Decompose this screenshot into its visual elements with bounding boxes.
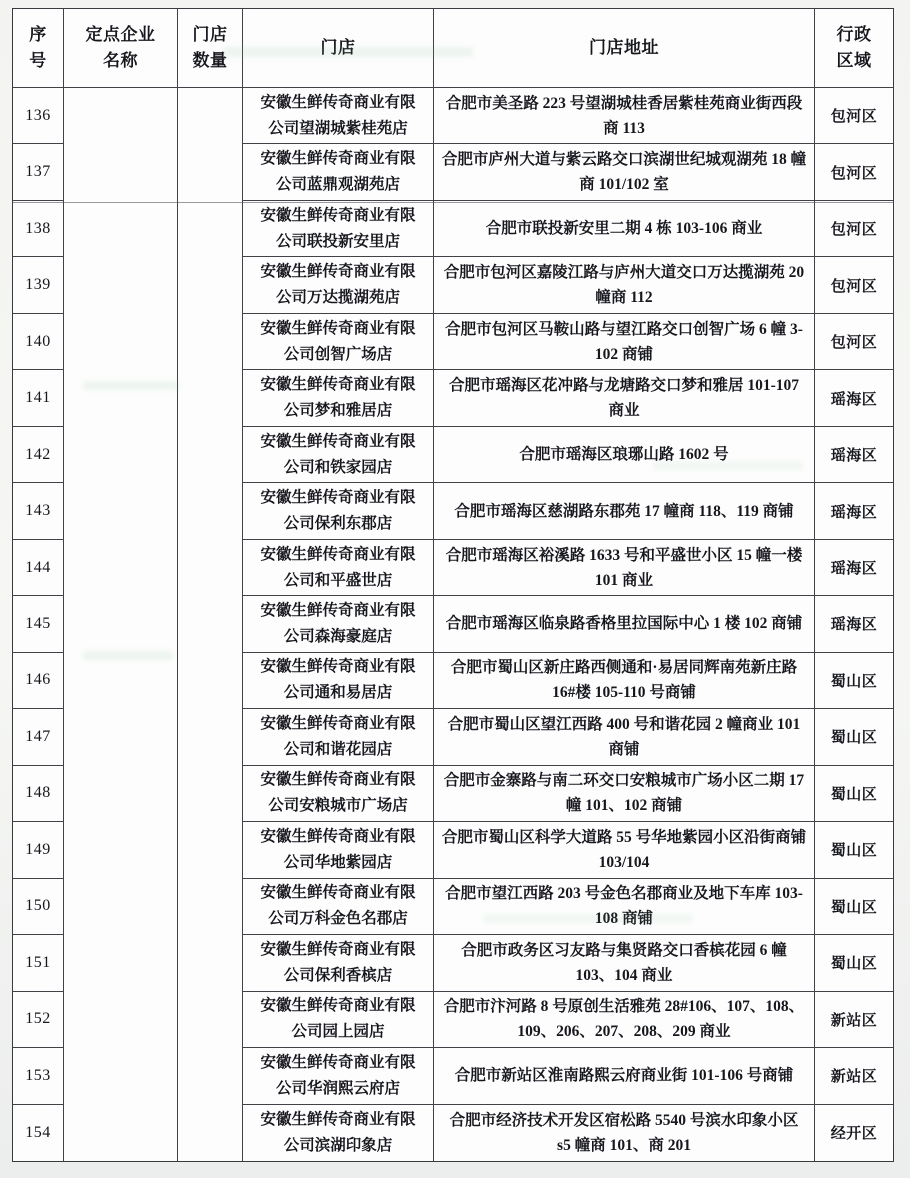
store-name-cell — [243, 370, 434, 426]
store-name-cell — [243, 766, 434, 822]
header-store-label: 门店 — [320, 38, 356, 57]
store-name-cell — [243, 201, 434, 257]
store-name-cell — [243, 314, 434, 370]
header-store — [243, 9, 434, 88]
row-index: 141 — [25, 389, 51, 407]
row-index: 142 — [25, 445, 51, 463]
header-company — [64, 9, 178, 88]
store-name: 安徽生鲜传奇商业有限公司联投新安里店 — [260, 206, 416, 250]
region: 包河区 — [830, 109, 878, 126]
region-cell — [815, 483, 893, 539]
store-address-cell — [434, 935, 815, 991]
region: 新站区 — [830, 1069, 878, 1086]
store-name-cell — [243, 1105, 434, 1161]
region: 蜀山区 — [830, 730, 878, 747]
region: 包河区 — [830, 165, 878, 182]
row-index-cell — [13, 201, 64, 257]
region-cell — [815, 314, 893, 370]
region-cell — [815, 1105, 893, 1161]
store-name: 安徽生鲜传奇商业有限公司华地紫园店 — [260, 827, 416, 871]
store-name-cell — [243, 879, 434, 935]
store-address: 合肥市金寨路与南二环交口安粮城市广场小区二期 17 幢 101、102 商铺 — [443, 772, 805, 815]
row-index: 146 — [25, 671, 51, 689]
region-cell — [815, 370, 893, 426]
store-address: 合肥市汴河路 8 号原创生活雅苑 28#106、107、108、109、206、207、208、209 商业 — [443, 998, 805, 1041]
row-index-cell — [13, 88, 64, 144]
store-name-cell — [243, 540, 434, 596]
store-address: 合肥市联投新安里二期 4 栋 103-106 商业 — [485, 220, 763, 238]
row-index-cell — [13, 596, 64, 652]
store-name: 安徽生鲜传奇商业有限公司望湖城紫桂苑店 — [260, 93, 416, 137]
region-cell — [815, 935, 893, 991]
store-name-cell — [243, 257, 434, 313]
row-index: 150 — [25, 897, 51, 915]
row-index-cell — [13, 653, 64, 709]
row-index: 149 — [25, 840, 51, 858]
row-index: 151 — [25, 953, 51, 971]
row-index-cell — [13, 822, 64, 878]
store-address: 合肥市美圣路 223 号望湖城桂香居紫桂苑商业街西段商 113 — [445, 94, 803, 137]
region-cell — [815, 201, 893, 257]
region: 瑶海区 — [830, 504, 878, 521]
store-address-cell — [434, 483, 815, 539]
store-name-cell — [243, 709, 434, 765]
region-cell — [815, 992, 893, 1048]
store-address: 合肥市政务区习友路与集贤路交口香槟花园 6 幢 103、104 商业 — [461, 941, 787, 984]
header-index — [13, 9, 64, 88]
region: 蜀山区 — [830, 673, 878, 690]
header-region — [815, 9, 893, 88]
region-cell — [815, 766, 893, 822]
store-name: 安徽生鲜传奇商业有限公司园上园店 — [260, 997, 416, 1041]
store-name: 安徽生鲜传奇商业有限公司通和易居店 — [260, 658, 416, 702]
store-address: 合肥市瑶海区临泉路香格里拉国际中心 1 楼 102 商铺 — [445, 615, 803, 633]
store-name-cell — [243, 1048, 434, 1104]
store-address-cell — [434, 879, 815, 935]
store-name: 安徽生鲜传奇商业有限公司和谐花园店 — [260, 714, 416, 758]
store-address: 合肥市蜀山区新庄路西侧通和·易居同辉南苑新庄路 16#楼 105-110 号商铺 — [450, 659, 798, 702]
store-name: 安徽生鲜传奇商业有限公司森海豪庭店 — [260, 601, 416, 645]
store-name: 安徽生鲜传奇商业有限公司华润熙云府店 — [260, 1053, 416, 1097]
row-index: 153 — [25, 1066, 51, 1084]
row-index-cell — [13, 427, 64, 483]
row-index-cell — [13, 935, 64, 991]
row-index-cell — [13, 370, 64, 426]
region-cell — [815, 88, 893, 144]
store-address-cell — [434, 144, 815, 200]
row-index: 137 — [25, 163, 51, 181]
store-address-cell — [434, 370, 815, 426]
scanned-document-page — [12, 8, 894, 1162]
store-name: 安徽生鲜传奇商业有限公司安粮城市广场店 — [260, 771, 416, 815]
store-address: 合肥市新站区淮南路熙云府商业街 101-106 号商铺 — [454, 1067, 794, 1085]
header-company-label: 定点企业名称 — [85, 25, 156, 70]
header-store-count — [178, 9, 243, 88]
store-name-cell — [243, 144, 434, 200]
store-address: 合肥市瑶海区花冲路与龙塘路交口梦和雅居 101-107 商业 — [448, 377, 800, 420]
row-index: 148 — [25, 784, 51, 802]
store-address: 合肥市蜀山区望江西路 400 号和谐花园 2 幢商业 101 商铺 — [447, 715, 801, 758]
row-index-cell — [13, 1048, 64, 1104]
store-name-cell — [243, 483, 434, 539]
row-index: 152 — [25, 1010, 51, 1028]
row-index-cell — [13, 879, 64, 935]
store-address-cell — [434, 709, 815, 765]
store-address: 合肥市包河区马鞍山路与望江路交口创智广场 6 幢 3-102 商铺 — [445, 320, 803, 363]
row-index: 147 — [25, 727, 51, 745]
store-name: 安徽生鲜传奇商业有限公司万科金色名郡店 — [260, 884, 416, 928]
store-name: 安徽生鲜传奇商业有限公司万达揽湖苑店 — [260, 263, 416, 307]
region: 新站区 — [830, 1012, 878, 1029]
region: 包河区 — [830, 335, 878, 352]
store-address: 合肥市瑶海区裕溪路 1633 号和平盛世小区 15 幢一楼 101 商业 — [445, 546, 803, 589]
region-cell — [815, 709, 893, 765]
store-address-cell — [434, 992, 815, 1048]
row-index: 140 — [25, 332, 51, 350]
header-address — [434, 9, 815, 88]
region-cell — [815, 257, 893, 313]
store-name-cell — [243, 596, 434, 652]
region-cell — [815, 653, 893, 709]
row-index-cell — [13, 257, 64, 313]
header-region-label: 行政区域 — [836, 25, 872, 70]
store-address-cell — [434, 1048, 815, 1104]
store-address-cell — [434, 427, 815, 483]
region-cell — [815, 822, 893, 878]
store-address-cell — [434, 1105, 815, 1161]
store-name: 安徽生鲜传奇商业有限公司创智广场店 — [260, 319, 416, 363]
store-name-cell — [243, 427, 434, 483]
row-index-cell — [13, 144, 64, 200]
store-name: 安徽生鲜传奇商业有限公司和平盛世店 — [260, 545, 416, 589]
store-address-cell — [434, 653, 815, 709]
header-store-count-label: 门店数量 — [192, 25, 228, 70]
store-name: 安徽生鲜传奇商业有限公司滨湖印象店 — [260, 1110, 416, 1154]
store-name: 安徽生鲜传奇商业有限公司梦和雅居店 — [260, 376, 416, 420]
store-address: 合肥市经济技术开发区宿松路 5540 号滨水印象小区 s5 幢商 101、商 201 — [449, 1111, 799, 1154]
store-name: 安徽生鲜传奇商业有限公司和铁家园店 — [260, 432, 416, 476]
region: 蜀山区 — [830, 786, 878, 803]
row-index-cell — [13, 709, 64, 765]
store-name: 安徽生鲜传奇商业有限公司蓝鼎观湖苑店 — [260, 150, 416, 194]
row-index: 139 — [25, 276, 51, 294]
region: 包河区 — [830, 222, 878, 239]
row-index: 136 — [25, 106, 51, 124]
region: 瑶海区 — [830, 448, 878, 465]
region: 经开区 — [830, 1126, 878, 1143]
store-name-cell — [243, 822, 434, 878]
region-cell — [815, 144, 893, 200]
row-index: 154 — [25, 1123, 51, 1141]
row-index-cell — [13, 483, 64, 539]
store-address-cell — [434, 822, 815, 878]
store-address-cell — [434, 88, 815, 144]
header-address-label: 门店地址 — [589, 38, 659, 57]
row-index-cell — [13, 540, 64, 596]
store-address-cell — [434, 766, 815, 822]
store-name: 安徽生鲜传奇商业有限公司保利东郡店 — [260, 489, 416, 533]
store-name-cell — [243, 935, 434, 991]
store-count-merged-cell — [178, 88, 243, 1161]
row-index: 144 — [25, 558, 51, 576]
store-address: 合肥市瑶海区琅琊山路 1602 号 — [519, 446, 729, 464]
region: 瑶海区 — [830, 617, 878, 634]
store-name-cell — [243, 88, 434, 144]
region-cell — [815, 596, 893, 652]
row-index-cell — [13, 314, 64, 370]
region: 蜀山区 — [830, 843, 878, 860]
region: 瑶海区 — [830, 561, 878, 578]
region: 蜀山区 — [830, 899, 878, 916]
store-address-cell — [434, 540, 815, 596]
header-index-label: 序号 — [29, 25, 47, 70]
store-address-cell — [434, 201, 815, 257]
region-cell — [815, 879, 893, 935]
store-address-cell — [434, 257, 815, 313]
row-index-cell — [13, 992, 64, 1048]
region: 蜀山区 — [830, 956, 878, 973]
region-cell — [815, 427, 893, 483]
region: 瑶海区 — [830, 391, 878, 408]
store-address: 合肥市包河区嘉陵江路与庐州大道交口万达揽湖苑 20 幢商 112 — [443, 264, 805, 307]
company-name-merged-cell — [64, 88, 178, 1161]
row-index-cell — [13, 1105, 64, 1161]
region-cell — [815, 1048, 893, 1104]
store-name-cell — [243, 992, 434, 1048]
region: 包河区 — [830, 278, 878, 295]
region-cell — [815, 540, 893, 596]
store-address: 合肥市庐州大道与紫云路交口滨湖世纪城观湖苑 18 幢商 101/102 室 — [441, 151, 807, 194]
store-address: 合肥市瑶海区慈湖路东郡苑 17 幢商 118、119 商铺 — [454, 502, 794, 520]
store-name-cell — [243, 653, 434, 709]
store-address-cell — [434, 596, 815, 652]
store-address-cell — [434, 314, 815, 370]
row-index: 143 — [25, 502, 51, 520]
store-address: 合肥市蜀山区科学大道路 55 号华地紫园小区沿街商铺 103/104 — [441, 828, 807, 871]
row-index: 145 — [25, 614, 51, 632]
store-name: 安徽生鲜传奇商业有限公司保利香槟店 — [260, 940, 416, 984]
designated-store-table — [13, 9, 893, 1161]
store-address: 合肥市望江西路 203 号金色名郡商业及地下车库 103-108 商铺 — [445, 885, 803, 928]
row-index: 138 — [25, 219, 51, 237]
row-index-cell — [13, 766, 64, 822]
